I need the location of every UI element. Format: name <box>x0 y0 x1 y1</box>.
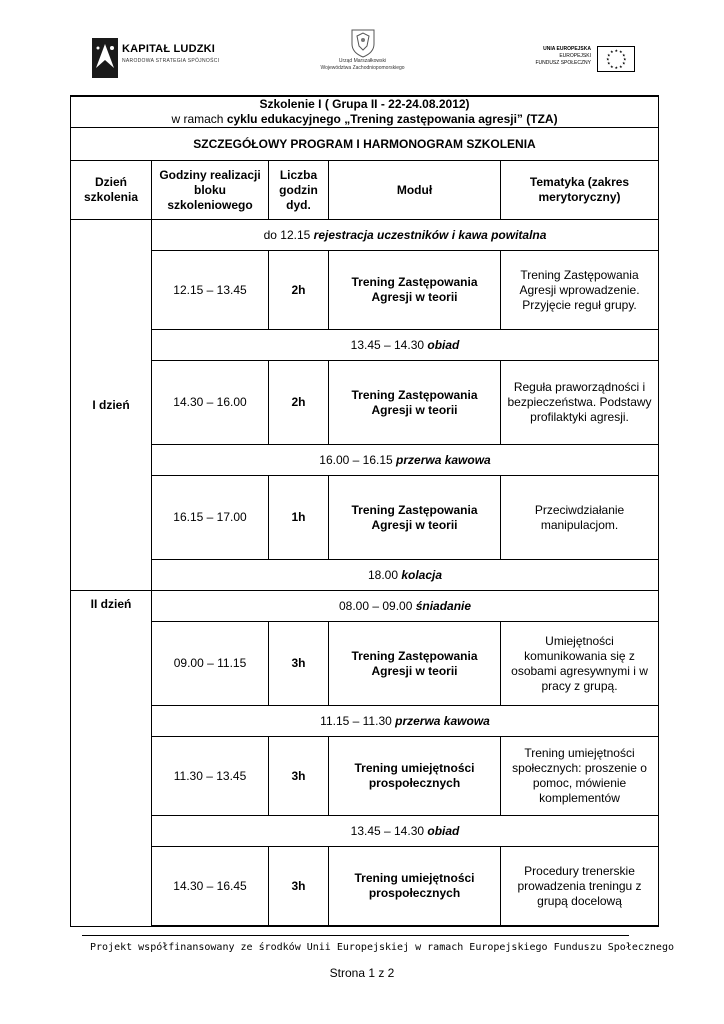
subtitle-row <box>71 128 659 161</box>
break-cell <box>152 816 659 847</box>
table-row <box>71 816 659 847</box>
session-module: Trening Zastępowania Agresji w teorii <box>329 361 501 445</box>
kapital-ludzki-mark-icon <box>92 38 118 78</box>
session-time: 16.15 – 17.00 <box>152 476 269 560</box>
title-line-2-prefix: w ramach <box>171 112 227 126</box>
session-time: 12.15 – 13.45 <box>152 251 269 330</box>
kapital-ludzki-logo <box>92 38 222 78</box>
footer-funding-note: Projekt współfinansowany ze środków Unii Europejskiej w ramach Europejskiego Funduszu Społecznego <box>90 942 674 953</box>
svg-text:★: ★ <box>623 56 627 62</box>
break-label: obiad <box>427 823 460 838</box>
break-cell <box>152 330 659 361</box>
title-line-2-bold: cyklu edukacyjnego „Trening zastępowania agresji” (TZA) <box>226 112 558 126</box>
eu-logo <box>530 46 635 72</box>
session-hours: 3h <box>269 737 329 816</box>
session-hours: 3h <box>269 847 329 927</box>
table-row <box>71 476 659 560</box>
page-number: Strona 1 z 2 <box>329 966 395 980</box>
svg-text:★: ★ <box>622 60 626 66</box>
break-cell <box>152 706 659 737</box>
break-label: obiad <box>427 337 460 352</box>
session-topic: Trening umiejętności społecznych: proszenie o pomoc, mówienie komplementów <box>501 737 659 816</box>
session-hours: 2h <box>269 361 329 445</box>
title-line-2 <box>75 112 654 127</box>
break-time: 13.45 – 14.30 <box>350 823 428 838</box>
column-header-row <box>71 161 659 220</box>
break-time: 08.00 – 09.00 <box>338 598 416 613</box>
break-cell <box>152 591 659 622</box>
session-time: 11.30 – 13.45 <box>152 737 269 816</box>
kapital-ludzki-title: KAPITAŁ LUDZKI <box>122 43 216 55</box>
coat-of-arms-icon <box>350 28 376 58</box>
session-hours: 3h <box>269 622 329 706</box>
svg-text:★: ★ <box>606 56 610 62</box>
break-time: 18.00 <box>367 567 402 582</box>
eu-line-1: UNIA EUROPEJSKA <box>543 46 591 52</box>
session-topic: Umiejętności komunikowania się z osobami agresywnymi i w pracy z grupą. <box>501 622 659 706</box>
title-row <box>71 96 659 128</box>
session-hours: 2h <box>269 251 329 330</box>
eu-flag-icon <box>597 46 635 72</box>
urzad-marszalkowski-logo <box>300 28 425 88</box>
session-module: Trening umiejętności prospołecznych <box>329 737 501 816</box>
table-row <box>71 361 659 445</box>
day-1-cell: I dzień <box>71 220 152 591</box>
table-row <box>71 220 659 251</box>
break-cell <box>152 560 659 591</box>
table-row <box>71 330 659 361</box>
footer-divider <box>82 935 629 936</box>
session-module: Trening Zastępowania Agresji w teorii <box>329 476 501 560</box>
day-2-cell: II dzień <box>71 591 152 927</box>
subtitle-cell: SZCZEGÓŁOWY PROGRAM I HARMONOGRAM SZKOLENIA <box>71 128 659 161</box>
table-row <box>71 847 659 927</box>
svg-text:★: ★ <box>610 63 614 69</box>
session-time: 09.00 – 11.15 <box>152 622 269 706</box>
session-module: Trening umiejętności prospołecznych <box>329 847 501 927</box>
break-cell <box>152 445 659 476</box>
break-time: 13.45 – 14.30 <box>350 337 428 352</box>
session-time: 14.30 – 16.45 <box>152 847 269 927</box>
break-label: przerwa kawowa <box>396 452 491 467</box>
svg-text:★: ★ <box>607 52 611 58</box>
urzad-line-1: Urząd Marszałkowski <box>338 58 387 64</box>
svg-text:★: ★ <box>619 63 623 69</box>
table-row <box>71 622 659 706</box>
col-header-count: Liczba godzin dyd. <box>269 161 329 220</box>
session-time: 14.30 – 16.00 <box>152 361 269 445</box>
page-header <box>0 28 724 88</box>
col-header-module: Moduł <box>329 161 501 220</box>
col-header-topic: Tematyka (zakres merytoryczny) <box>501 161 659 220</box>
break-label: rejestracja uczestników i kawa powitalna <box>313 227 547 242</box>
table-row <box>71 591 659 622</box>
svg-text:★: ★ <box>607 60 611 66</box>
session-topic: Trening Zastępowania Agresji wprowadzenie. Przyjęcie reguł grupy. <box>501 251 659 330</box>
session-topic: Przeciwdziałanie manipulacjom. <box>501 476 659 560</box>
col-header-day: Dzień szkolenia <box>71 161 152 220</box>
eu-line-3: FUNDUSZ SPOŁECZNY <box>535 60 591 66</box>
break-label: przerwa kawowa <box>395 713 490 728</box>
session-topic: Procedury trenerskie prowadzenia treningu z grupą docelową <box>501 847 659 927</box>
break-label: śniadanie <box>415 598 472 613</box>
break-time: 16.00 – 16.15 <box>319 452 397 467</box>
session-topic: Reguła praworządności i bezpieczeństwa. Podstawy profilaktyki agresji. <box>501 361 659 445</box>
break-label: kolacja <box>401 567 443 582</box>
svg-text:★: ★ <box>622 52 626 58</box>
table-row <box>71 251 659 330</box>
urzad-line-2: Województwa Zachodniopomorskiego <box>320 65 405 71</box>
title-line-1: Szkolenie I ( Grupa II - 22-24.08.2012) <box>259 97 470 111</box>
svg-text:★: ★ <box>614 65 619 70</box>
session-hours: 1h <box>269 476 329 560</box>
svg-text:★: ★ <box>610 49 614 55</box>
break-time: 11.15 – 11.30 <box>320 713 396 728</box>
table-row <box>71 445 659 476</box>
eu-line-2: EUROPEJSKI <box>559 53 591 59</box>
session-module: Trening Zastępowania Agresji w teorii <box>329 622 501 706</box>
col-header-hours: Godziny realizacji bloku szkoleniowego <box>152 161 269 220</box>
table-row <box>71 737 659 816</box>
session-module: Trening Zastępowania Agresji w teorii <box>329 251 501 330</box>
svg-text:★: ★ <box>619 49 623 55</box>
svg-text:★: ★ <box>614 48 619 53</box>
training-schedule-table <box>70 95 659 927</box>
table-row <box>71 706 659 737</box>
break-cell <box>152 220 659 251</box>
table-row <box>71 560 659 591</box>
kapital-ludzki-subtitle: NARODOWA STRATEGIA SPÓJNOŚCI <box>122 58 220 64</box>
break-time: do 12.15 <box>263 227 314 242</box>
eu-logo-text <box>535 46 591 67</box>
title-cell <box>71 96 659 128</box>
